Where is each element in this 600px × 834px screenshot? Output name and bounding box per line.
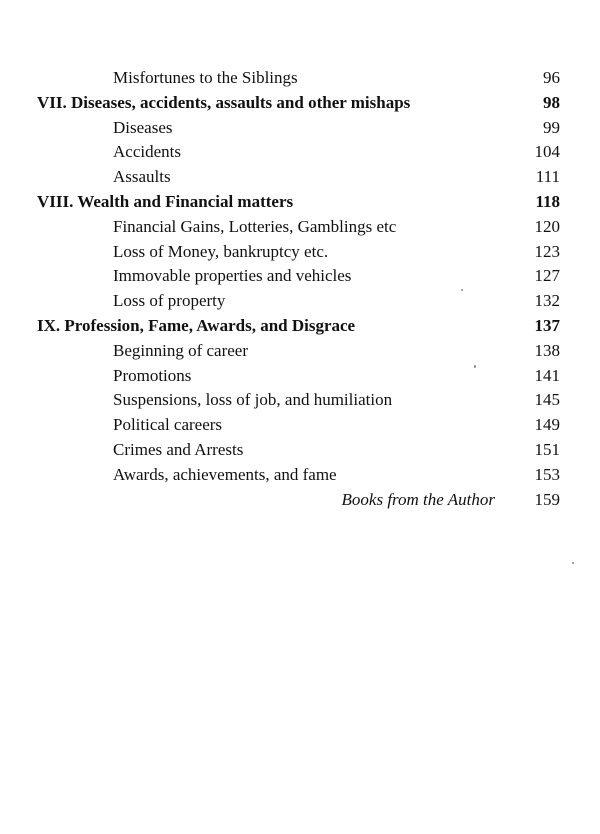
toc-title: Diseases	[113, 117, 173, 137]
toc-title: Loss of property	[113, 291, 226, 311]
toc-page-number: 145	[534, 390, 560, 410]
toc-page-number: 151	[534, 439, 560, 459]
toc-row	[0, 140, 600, 165]
toc-page-number: 159	[534, 489, 560, 509]
toc-page-number: 98	[543, 92, 560, 112]
toc-row	[0, 314, 600, 339]
toc-page-number: 123	[534, 241, 560, 261]
toc-row	[0, 438, 600, 463]
toc-title: Assaults	[113, 167, 171, 187]
toc-title: Beginning of career	[113, 340, 248, 360]
toc-title: Books from the Author	[341, 489, 495, 509]
toc-row	[0, 339, 600, 364]
toc-title: VII. Diseases, accidents, assaults and other mishaps	[37, 92, 411, 112]
toc-title: Loss of Money, bankruptcy etc.	[113, 241, 329, 261]
toc-page-number: 104	[534, 142, 560, 162]
scan-speck	[572, 562, 574, 564]
toc-row	[0, 165, 600, 190]
toc-page-number: 99	[543, 117, 560, 137]
toc-page-number: 111	[535, 167, 560, 187]
toc-page-number: 149	[534, 415, 560, 435]
toc-row	[0, 264, 600, 289]
toc-title: Promotions	[113, 365, 192, 385]
toc-title: IX. Profession, Fame, Awards, and Disgrace	[37, 315, 356, 335]
toc-page-number: 127	[534, 266, 560, 286]
table-of-contents	[0, 66, 600, 512]
toc-title: VIII. Wealth and Financial matters	[37, 191, 294, 211]
toc-title: Suspensions, loss of job, and humiliation	[113, 390, 393, 410]
toc-title: Financial Gains, Lotteries, Gamblings etc	[113, 216, 397, 236]
toc-page-number: 132	[534, 291, 560, 311]
toc-row	[0, 91, 600, 116]
toc-row	[0, 215, 600, 240]
scan-speck	[474, 365, 476, 368]
toc-row	[0, 364, 600, 389]
toc-row	[0, 240, 600, 265]
toc-page-number: 118	[535, 191, 560, 211]
toc-title: Awards, achievements, and fame	[113, 464, 337, 484]
toc-page-number: 153	[534, 464, 560, 484]
toc-row	[0, 413, 600, 438]
toc-title: Political careers	[113, 415, 223, 435]
toc-page-number: 138	[534, 340, 560, 360]
toc-title: Immovable properties and vehicles	[113, 266, 352, 286]
toc-row	[0, 116, 600, 141]
toc-row	[0, 463, 600, 488]
toc-title: Accidents	[113, 142, 181, 162]
scan-speck	[461, 289, 463, 291]
toc-title: Misfortunes to the Siblings	[113, 68, 298, 87]
toc-page-number: 120	[534, 216, 560, 236]
toc-row	[0, 388, 600, 413]
toc-row	[0, 66, 600, 91]
toc-page-number: 141	[534, 365, 560, 385]
toc-page-number: 96	[543, 68, 560, 87]
toc-row	[0, 488, 600, 513]
toc-page-number: 137	[534, 315, 560, 335]
toc-row	[0, 190, 600, 215]
toc-title: Crimes and Arrests	[113, 439, 244, 459]
toc-row	[0, 289, 600, 314]
